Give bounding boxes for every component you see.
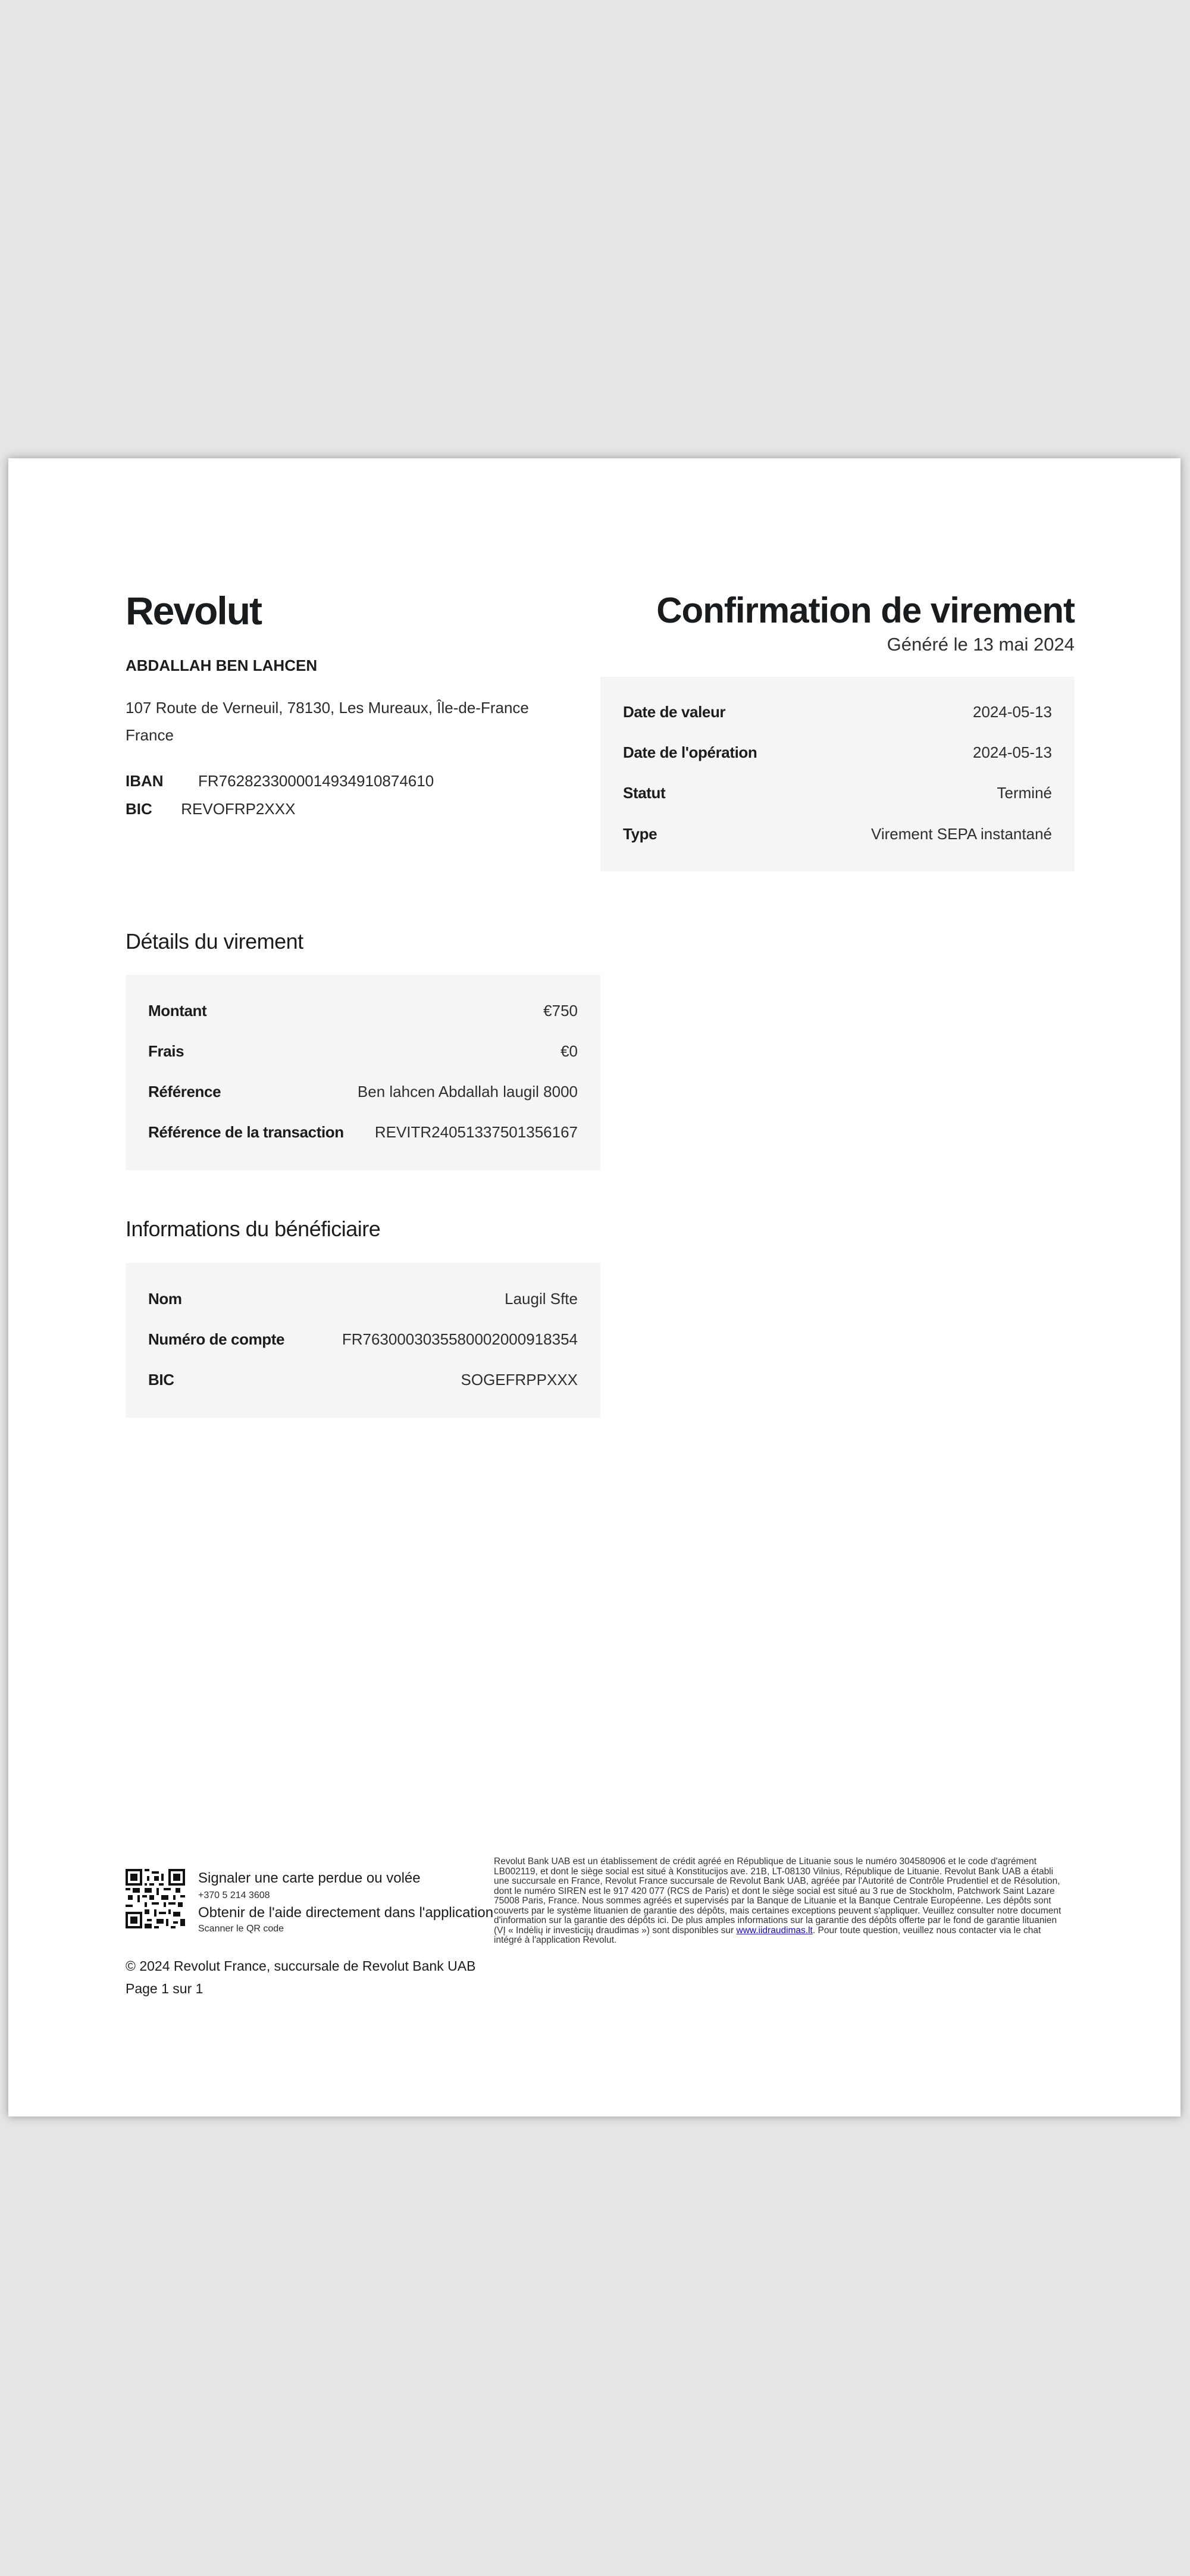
iban-row (126, 772, 434, 790)
beneficiary-label: Numéro de compte (148, 1330, 285, 1348)
summary-row (623, 825, 1052, 849)
summary-label: Date de valeur (623, 703, 726, 721)
detail-row (148, 1002, 578, 1026)
beneficiary-value: Laugil Sfte (505, 1290, 578, 1308)
summary-value: Virement SEPA instantané (870, 825, 1052, 843)
summary-label: Statut (623, 784, 666, 802)
report-card-text: Signaler une carte perdue ou volée (198, 1870, 421, 1886)
detail-label: Référence (148, 1083, 221, 1101)
iban-label: IBAN (126, 772, 164, 790)
beneficiary-row (148, 1330, 578, 1354)
detail-label: Frais (148, 1042, 184, 1060)
beneficiary-label: Nom (148, 1290, 182, 1308)
account-holder-name: ABDALLAH BEN LAHCEN (126, 656, 318, 674)
detail-value: REVITR24051337501356167 (374, 1123, 578, 1141)
address-line-1: 107 Route de Verneuil, 78130, Les Mureaux, Île-de-France (126, 699, 529, 717)
beneficiary-value: SOGEFRPPXXX (461, 1371, 578, 1389)
page-number: Page 1 sur 1 (126, 1981, 203, 1996)
detail-row (148, 1123, 578, 1147)
legal-notice (494, 1857, 1065, 1946)
beneficiary-row (148, 1290, 578, 1314)
legal-tail: . Pour toute question, veuillez nous contacter via le chat intégré à l'application Revolut. (494, 1925, 1041, 1945)
revolut-logo: Revolut (126, 589, 262, 633)
detail-value: €750 (543, 1002, 578, 1020)
bic-row (126, 800, 295, 818)
beneficiary-panel (126, 1263, 600, 1418)
generated-date: Généré le 13 mai 2024 (887, 634, 1075, 655)
detail-label: Montant (148, 1002, 207, 1020)
support-phone: +370 5 214 3608 (198, 1890, 270, 1900)
iban-value: FR7628233000014934910874610 (198, 772, 434, 790)
summary-value: 2024-05-13 (973, 743, 1052, 761)
summary-row (623, 743, 1052, 767)
summary-row (623, 703, 1052, 727)
beneficiary-title: Informations du bénéficiaire (126, 1217, 381, 1241)
summary-value: 2024-05-13 (973, 703, 1052, 721)
document-title: Confirmation de virement (656, 590, 1075, 630)
copyright: © 2024 Revolut France, succursale de Revolut Bank UAB (126, 1958, 476, 1974)
detail-value: €0 (560, 1042, 578, 1060)
document-page (8, 458, 1180, 2117)
bic-label: BIC (126, 800, 152, 818)
summary-value: Terminé (997, 784, 1052, 802)
summary-label: Date de l'opération (623, 743, 757, 761)
scan-qr-text: Scanner le QR code (198, 1924, 284, 1934)
deposit-guarantee-link[interactable]: www.iidraudimas.lt (736, 1925, 813, 1936)
qr-code-icon (126, 1869, 185, 1928)
beneficiary-value: FR7630003035580002000918354 (342, 1330, 578, 1348)
summary-label: Type (623, 825, 657, 843)
transfer-details-title: Détails du virement (126, 929, 303, 954)
bic-value: REVOFRP2XXX (181, 800, 296, 818)
account-holder-address (126, 694, 554, 749)
address-line-2: France (126, 726, 174, 744)
legal-text: Revolut Bank UAB est un établissement de crédit agréé en République de Lituanie sous le numéro 304580906 et le code d'agrément LB002119, et dont le siège social est situé à Konstitucijos ave. 21B, LT-08130 Vilnius, République de Lituanie. Revolut Bank UAB a établi une succursale en France, Revolut France succursale de Revolut Bank UAB, agréée par l'Autorité de Contrôle Prudentiel et de Résolution, dont le numéro SIREN est le 917 420 077 (RCS de Paris) et dont le siège social est situé au 3 rue de Stockholm, Patchwork Saint Lazare 75008 Paris, France. Nous sommes agréés et supervisés par la Banque de Lituanie et la Banque Centrale Européenne. Les dépôts sont couverts par le système lituanien de garantie des dépôts, mais certaines exceptions peuvent s'appliquer. Veuillez consulter notre document d'information sur la garantie des dépôts ici. De plus amples informations sur la garantie des dépôts offerte par le fond de garantie lituanien (VĮ « Indėlių ir investicijų draudimas ») sont disponibles sur (494, 1856, 1061, 1936)
detail-row (148, 1083, 578, 1106)
help-text: Obtenir de l'aide directement dans l'application (198, 1905, 494, 1921)
summary-panel (600, 677, 1075, 871)
detail-label: Référence de la transaction (148, 1123, 344, 1141)
beneficiary-row (148, 1371, 578, 1395)
transfer-details-panel (126, 975, 600, 1170)
detail-value: Ben lahcen Abdallah laugil 8000 (357, 1083, 578, 1101)
beneficiary-label: BIC (148, 1371, 174, 1389)
summary-row (623, 784, 1052, 808)
detail-row (148, 1042, 578, 1066)
